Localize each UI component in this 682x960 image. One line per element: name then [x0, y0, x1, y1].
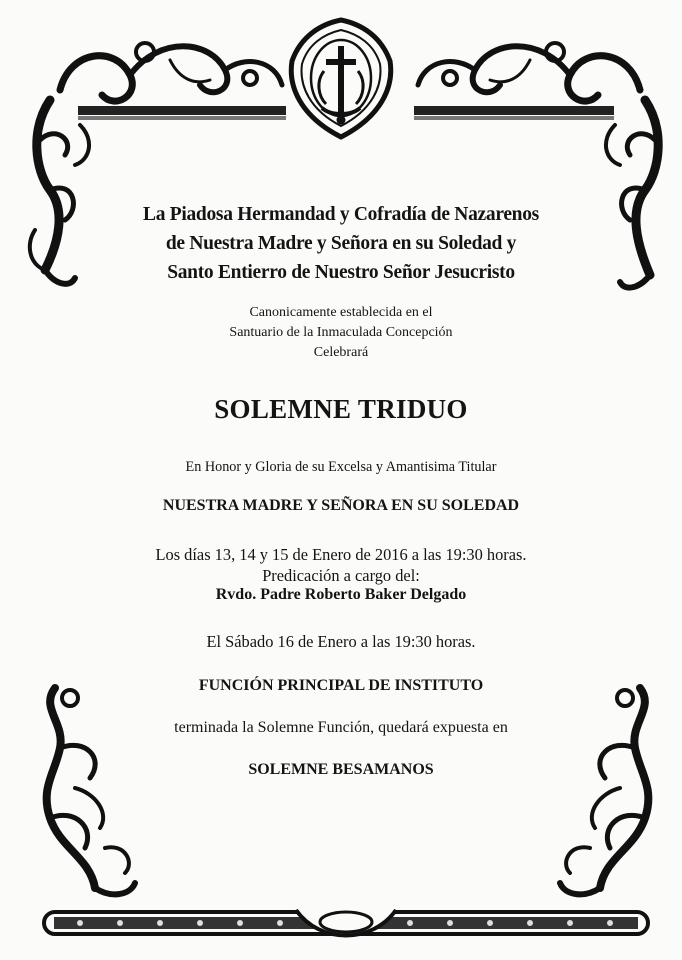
preaching-label: Predicación a cargo del: [262, 566, 420, 585]
titular-name: NUESTRA MADRE Y SEÑORA EN SU SOLEDAD [162, 497, 520, 514]
main-function-title: FUNCIÓN PRINCIPAL DE INSTITUTO [198, 677, 484, 694]
heading-line-2: de Nuestra Madre y Señora en su Soledad y [165, 233, 517, 254]
bottom-ornamental-band [40, 904, 652, 946]
establishment-block [0, 303, 682, 363]
establishment-line-1: Canonicamente establecida en el [249, 305, 433, 320]
closing-note: terminada la Solemne Función, quedará expuesta en [174, 719, 508, 736]
saturday-date: El Sábado 16 de Enero a las 19:30 horas. [206, 632, 476, 651]
bottom-left-ornament [35, 678, 150, 908]
besamanos-title: SOLEMNE BESAMANOS [248, 761, 434, 778]
heading-line-1: La Piadosa Hermandad y Cofradía de Nazarenos [143, 204, 539, 225]
confraternity-name [0, 200, 682, 287]
event-title: SOLEMNE TRIDUO [214, 394, 468, 424]
triduo-dates: Los días 13, 14 y 15 de Enero de 2016 a las 19:30 horas. [155, 545, 527, 564]
confraternity-crest [286, 16, 396, 141]
bottom-right-ornament [550, 678, 660, 908]
honor-line: En Honor y Gloria de su Excelsa y Amantisima Titular [185, 459, 497, 475]
schedule-block [0, 544, 682, 586]
heading-line-3: Santo Entierro de Nuestro Señor Jesucristo [167, 262, 515, 283]
establishment-line-2: Santuario de la Inmaculada Concepción [229, 325, 453, 340]
preacher-name: Rvdo. Padre Roberto Baker Delgado [215, 586, 467, 603]
establishment-line-3: Celebrará [313, 345, 369, 360]
